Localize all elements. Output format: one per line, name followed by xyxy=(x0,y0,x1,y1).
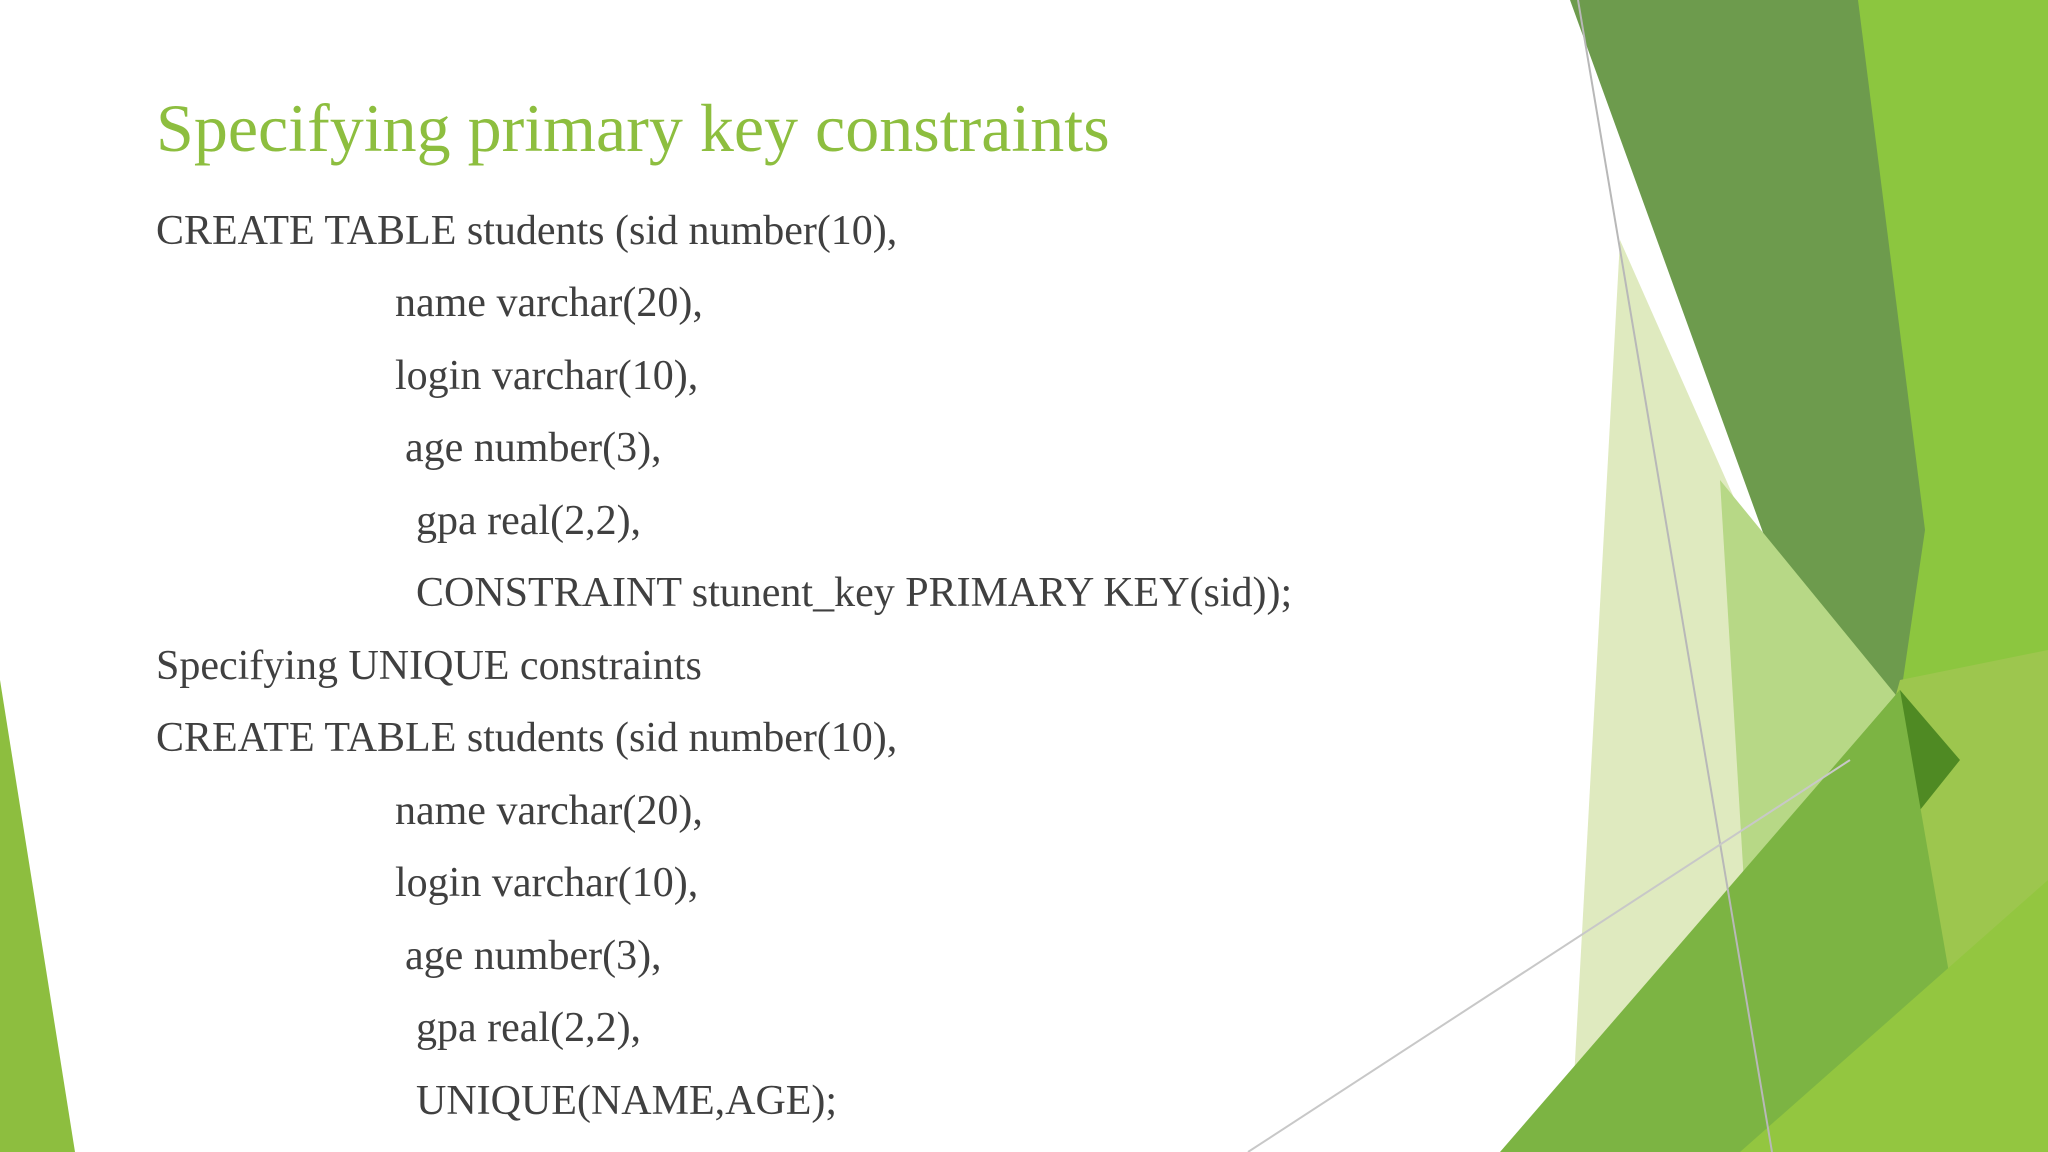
section-heading-unique: Specifying UNIQUE constraints xyxy=(156,643,702,689)
code-line-9: login varchar(10), xyxy=(395,860,699,906)
code-line-1: CREATE TABLE students (sid number(10), xyxy=(156,208,898,254)
code-line-12: UNIQUE(NAME,AGE); xyxy=(416,1078,838,1124)
code-line-6: CONSTRAINT stunent_key PRIMARY KEY(sid)); xyxy=(416,570,1293,616)
code-line-11: gpa real(2,2), xyxy=(416,1005,642,1051)
code-line-8: name varchar(20), xyxy=(395,788,703,834)
code-line-10: age number(3), xyxy=(405,933,662,979)
code-line-5: gpa real(2,2), xyxy=(416,498,642,544)
code-line-4: age number(3), xyxy=(405,425,662,471)
code-line-2: name varchar(20), xyxy=(395,280,703,326)
slide-title: Specifying primary key constraints xyxy=(156,90,1110,166)
code-line-7: CREATE TABLE students (sid number(10), xyxy=(156,715,898,761)
left-edge-facet xyxy=(0,680,75,1152)
code-line-3: login varchar(10), xyxy=(395,353,699,399)
